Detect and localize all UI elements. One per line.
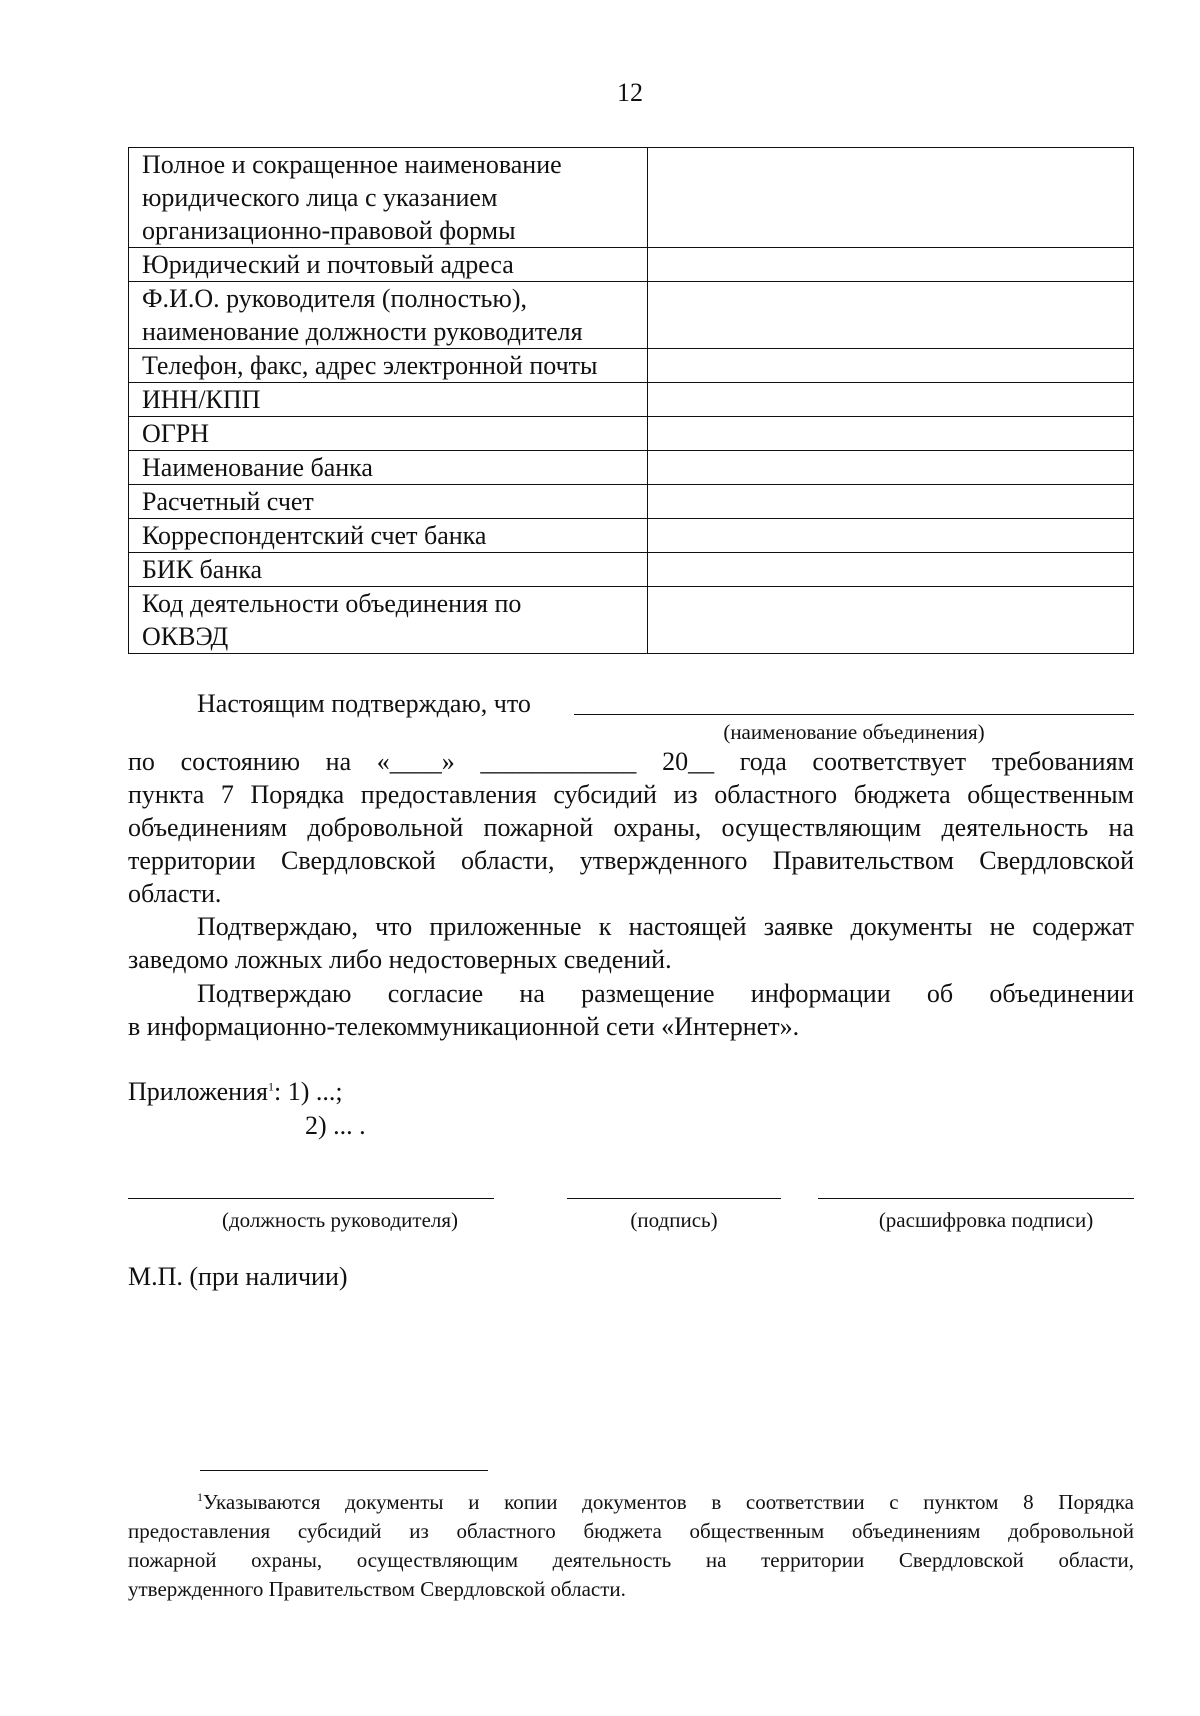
- table-row: [129, 417, 1134, 451]
- field-value[interactable]: [648, 282, 1134, 349]
- association-name-field[interactable]: [574, 714, 1134, 715]
- confirm-line: пункта 7 Порядка предоставления субсидий из областного бюджета общественным: [128, 780, 1134, 809]
- field-label-line: Корреспондентский счет банка: [142, 521, 487, 550]
- association-name-caption: (наименование объединения): [723, 720, 985, 744]
- field-label: [129, 349, 648, 383]
- confirm-intro: Настоящим подтверждаю, что: [197, 689, 531, 718]
- table-row: [129, 553, 1134, 587]
- table-row: [129, 248, 1134, 282]
- field-label-line: Юридический и почтовый адреса: [142, 250, 514, 279]
- field-value[interactable]: [648, 485, 1134, 519]
- footnote-separator: [200, 1470, 488, 1471]
- field-value[interactable]: [648, 519, 1134, 553]
- confirm-line: по состоянию на «____» ____________ 20__ года соответствует требованиям: [128, 747, 1134, 776]
- field-value[interactable]: [648, 587, 1134, 654]
- table-row: [129, 148, 1134, 248]
- documents-statement: Подтверждаю, что приложенные к настоящей заявке документы не содержат: [197, 912, 1134, 941]
- field-label: [129, 451, 648, 485]
- attachment-item: 2) ... .: [305, 1111, 366, 1140]
- field-label-line: Код деятельности объединения по: [142, 589, 522, 618]
- table-row: [129, 282, 1134, 349]
- field-label: [129, 553, 648, 587]
- field-label-line: организационно-правовой формы: [142, 216, 516, 245]
- footnote-ref[interactable]: 1: [267, 1079, 274, 1094]
- table-row: [129, 349, 1134, 383]
- table-row: [129, 485, 1134, 519]
- field-value[interactable]: [648, 248, 1134, 282]
- position-caption: (должность руководителя): [221, 1208, 459, 1232]
- field-label-line: Полное и сокращенное наименование: [142, 150, 562, 179]
- position-line[interactable]: [128, 1198, 494, 1199]
- field-label-line: БИК банка: [142, 555, 263, 584]
- field-label: [129, 485, 648, 519]
- page-number: 12: [617, 78, 643, 107]
- field-value[interactable]: [648, 417, 1134, 451]
- footnote-line: $^1$Указываются документы и копии документов в соответствии с пунктом 8 Порядка: [197, 1490, 1134, 1514]
- footnote-line: предоставления субсидий из областного бюджета общественным объединениям добровольной: [128, 1519, 1134, 1543]
- field-label-line: Расчетный счет: [142, 487, 314, 516]
- table-row: [129, 451, 1134, 485]
- signature-line[interactable]: [567, 1198, 781, 1199]
- field-label-line: юридического лица с указанием: [142, 183, 498, 212]
- stamp-label: М.П. (при наличии): [128, 1262, 348, 1291]
- field-label: [129, 282, 648, 349]
- table-row: [129, 383, 1134, 417]
- consent-statement: Подтверждаю согласие на размещение информации об объединении: [197, 979, 1134, 1008]
- field-label-line: Телефон, факс, адрес электронной почты: [142, 351, 598, 380]
- documents-statement: заведомо ложных либо недостоверных сведений.: [128, 945, 672, 974]
- table-row: [129, 587, 1134, 654]
- field-value[interactable]: [648, 148, 1134, 248]
- table-row: [129, 519, 1134, 553]
- signature-decode-line[interactable]: [818, 1198, 1134, 1199]
- applicant-info-table: [128, 147, 1134, 654]
- field-value[interactable]: [648, 451, 1134, 485]
- field-label: [129, 519, 648, 553]
- field-value[interactable]: [648, 349, 1134, 383]
- decode-caption: (расшифровка подписи): [878, 1208, 1094, 1232]
- field-label: [129, 587, 648, 654]
- field-label: [129, 148, 648, 248]
- confirm-line: объединениям добровольной пожарной охраны, осуществляющим деятельность на: [128, 813, 1134, 842]
- field-label-line: Ф.И.О. руководителя (полностью),: [142, 284, 527, 313]
- confirm-line: области.: [128, 879, 222, 908]
- field-value[interactable]: [648, 553, 1134, 587]
- field-label-line: ОКВЭД: [142, 622, 229, 651]
- signature-caption: (подпись): [630, 1208, 718, 1232]
- field-label-line: Наименование банка: [142, 453, 373, 482]
- field-label-line: наименование должности руководителя: [142, 317, 583, 346]
- field-label-line: ОГРН: [142, 419, 210, 448]
- attachments-label: Приложения$^1$: 1) ...;: [128, 1077, 343, 1106]
- field-label: [129, 383, 648, 417]
- footnote-line: пожарной охраны, осуществляющим деятельность на территории Свердловской области,: [128, 1548, 1134, 1572]
- confirm-line: территории Свердловской области, утвержденного Правительством Свердловской: [128, 846, 1134, 875]
- field-label-line: ИНН/КПП: [142, 385, 261, 414]
- field-value[interactable]: [648, 383, 1134, 417]
- field-label: [129, 248, 648, 282]
- footnote-line: утвержденного Правительством Свердловской области.: [128, 1577, 626, 1601]
- field-label: [129, 417, 648, 451]
- consent-statement: в информационно-телекоммуникационной сети «Интернет».: [128, 1012, 800, 1041]
